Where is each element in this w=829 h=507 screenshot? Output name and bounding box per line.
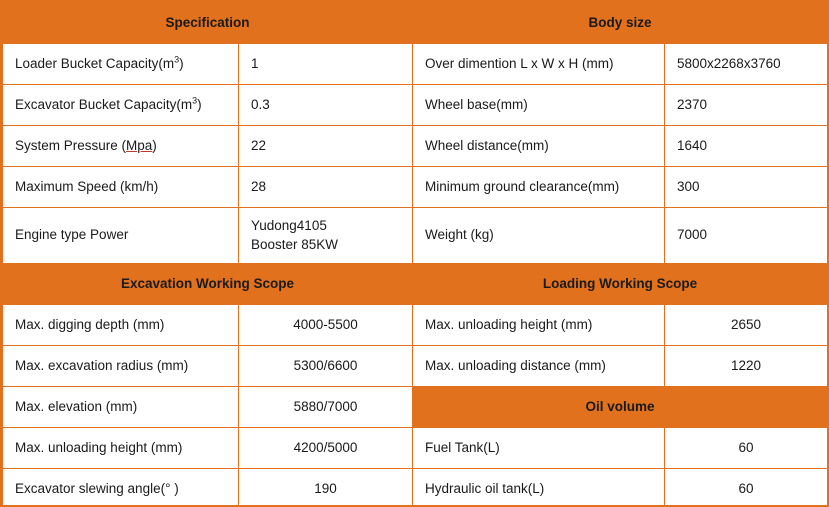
label-fuel-tank: Fuel Tank(L) (413, 428, 665, 469)
label-minimum-ground-clearance: Minimum ground clearance(mm) (413, 167, 665, 208)
label-wheel-base: Wheel base(mm) (413, 85, 665, 126)
label-loader-bucket-capacity: Loader Bucket $Capacity(m^3)$ (3, 44, 239, 85)
value-fuel-tank: 60 (665, 428, 828, 469)
label-excavator-bucket-capacity: Excavator Bucket $Capacity(m^3)$ (3, 85, 239, 126)
value-max-elevation: 5880/7000 (239, 387, 413, 428)
value-max-unloading-height-loading: 2650 (665, 305, 828, 346)
label-wheel-distance: Wheel distance(mm) (413, 126, 665, 167)
label-max-digging-depth: Max. digging depth (mm) (3, 305, 239, 346)
value-over-dimention: 5800x2268x3760 (665, 44, 828, 85)
header-loading-working-scope: Loading Working Scope (413, 264, 828, 305)
label-excavator-slewing-angle: Excavator slewing angle(° ) (3, 469, 239, 507)
value-hydraulic-oil-tank: 60 (665, 469, 828, 507)
label-max-unloading-height-excavation: Max. unloading height (mm) (3, 428, 239, 469)
superscript-3: 3 (192, 95, 198, 106)
table-row (3, 305, 828, 346)
label-over-dimention: Over dimention L x W x H (mm) (413, 44, 665, 85)
value-max-unloading-height-excavation: 4200/5000 (239, 428, 413, 469)
value-maximum-speed: 28 (239, 167, 413, 208)
superscript-3: 3 (174, 54, 180, 65)
value-max-unloading-distance: 1220 (665, 346, 828, 387)
table-row (3, 208, 828, 264)
table-header-row (3, 264, 828, 305)
engine-booster: Booster 85KW (251, 236, 339, 252)
label-system-pressure-unit: Mpa (126, 137, 153, 153)
table-row (3, 44, 828, 85)
value-excavator-bucket-capacity: 0.3 (239, 85, 413, 126)
label-weight: Weight (kg) (413, 208, 665, 264)
header-body-size: Body size (413, 3, 828, 44)
header-specification: Specification (3, 3, 413, 44)
header-oil-volume: Oil volume (413, 387, 828, 428)
table-row (3, 126, 828, 167)
label-max-excavation-radius: Max. excavation radius (mm) (3, 346, 239, 387)
value-max-digging-depth: 4000-5500 (239, 305, 413, 346)
table-row (3, 346, 828, 387)
value-loader-bucket-capacity: 1 (239, 44, 413, 85)
label-maximum-speed: Maximum Speed (km/h) (3, 167, 239, 208)
value-wheel-base: 2370 (665, 85, 828, 126)
degree-symbol: ° (165, 480, 171, 496)
specification-table (2, 2, 828, 507)
table-row (3, 469, 828, 507)
engine-model: Yudong4105 (251, 218, 327, 234)
value-excavator-slewing-angle: 190 (239, 469, 413, 507)
value-minimum-ground-clearance: 300 (665, 167, 828, 208)
table-row (3, 167, 828, 208)
label-max-unloading-distance: Max. unloading distance (mm) (413, 346, 665, 387)
table-header-row (3, 3, 828, 44)
header-excavation-working-scope: Excavation Working Scope (3, 264, 413, 305)
label-hydraulic-oil-tank: Hydraulic oil tank(L) (413, 469, 665, 507)
label-engine-type-power: Engine type Power (3, 208, 239, 264)
value-max-excavation-radius: 5300/6600 (239, 346, 413, 387)
value-system-pressure: 22 (239, 126, 413, 167)
table-row (3, 428, 828, 469)
label-max-elevation: Max. elevation (mm) (3, 387, 239, 428)
table-row (3, 387, 828, 428)
value-weight: 7000 (665, 208, 828, 264)
value-engine-type-power (239, 208, 413, 264)
label-system-pressure: System Pressure (Mpa) (3, 126, 239, 167)
label-max-unloading-height-loading: Max. unloading height (mm) (413, 305, 665, 346)
value-wheel-distance: 1640 (665, 126, 828, 167)
table-row (3, 85, 828, 126)
